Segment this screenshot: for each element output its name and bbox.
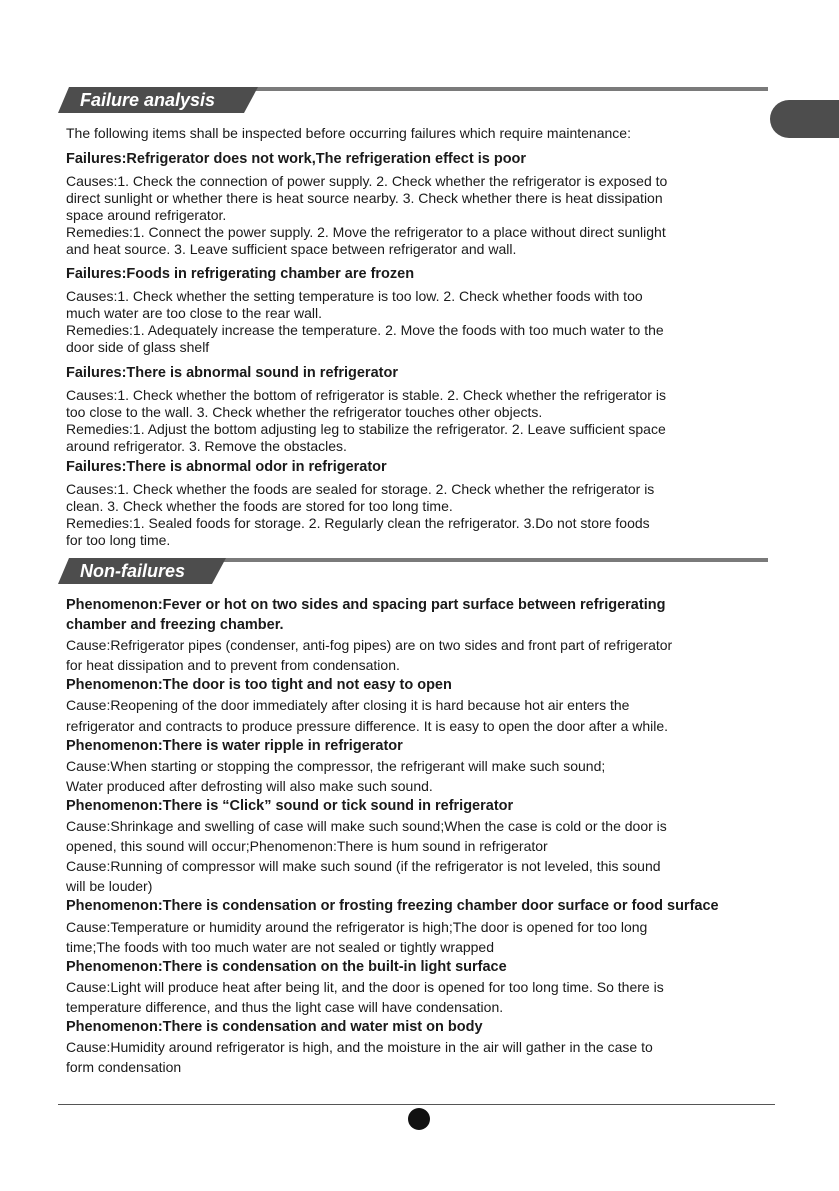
phenomenon-line: Phenomenon:There is “Click” sound or tick sound in refrigerator <box>66 797 514 814</box>
cause-line: Cause:Temperature or humidity around the refrigerator is high;The door is opened for too long <box>66 918 648 935</box>
cause-line: temperature difference, and thus the light case will have condensation. <box>66 998 504 1015</box>
phenomenon-line: Phenomenon:The door is too tight and not easy to open <box>66 677 452 694</box>
phenomenon-line: Phenomenon:There is condensation on the built-in light surface <box>66 958 507 975</box>
phenomenon-line: Phenomenon:There is condensation and water mist on body <box>66 1018 483 1035</box>
failure-item <box>66 364 756 455</box>
failure-item <box>66 265 756 356</box>
cause-line: time;The foods with too much water are not sealed or tightly wrapped <box>66 938 494 955</box>
failure-line: Remedies:1. Adequately increase the temperature. 2. Move the foods with too much water to the <box>66 322 664 338</box>
header-rule <box>218 87 768 91</box>
side-thumb-tab <box>770 100 839 138</box>
failure-line: Remedies:1. Adjust the bottom adjusting leg to stabilize the refrigerator. 2. Leave sufficient space <box>66 421 666 437</box>
phenomenon-line: Phenomenon:Fever or hot on two sides and spacing part surface between refrigerating <box>66 597 666 613</box>
cause-line: Cause:Light will produce heat after being lit, and the door is opened for too long time. So there is <box>66 978 664 995</box>
failure-title: Failures:Refrigerator does not work,The refrigeration effect is poor <box>66 151 527 167</box>
page-number-dot <box>408 1108 430 1130</box>
failure-title: Failures:There is abnormal odor in refrigerator <box>66 459 387 475</box>
cause-line: opened, this sound will occur;Phenomenon:There is hum sound in refrigerator <box>66 838 548 855</box>
failure-line: door side of glass shelf <box>66 339 210 355</box>
non-failures-title: Non-failures <box>80 561 186 581</box>
failure-line: Causes:1. Check whether the bottom of refrigerator is stable. 2. Check whether the refrigerator is <box>66 387 666 403</box>
failure-line: space around refrigerator. <box>66 207 227 223</box>
failure-line: too close to the wall. 3. Check whether the refrigerator touches other objects. <box>66 404 543 420</box>
failure-line: Causes:1. Check whether the foods are sealed for storage. 2. Check whether the refrigerator is <box>66 481 655 497</box>
failure-line: direct sunlight or whether there is heat source nearby. 3. Check whether there is heat dissipation <box>66 190 663 206</box>
failure-title: Failures:There is abnormal sound in refrigerator <box>66 365 398 381</box>
cause-line: Cause:Humidity around refrigerator is high, and the moisture in the air will gather in the case to <box>66 1039 653 1056</box>
cause-line: Cause:Shrinkage and swelling of case will make such sound;When the case is cold or the door is <box>66 818 667 835</box>
failure-line: around refrigerator. 3. Remove the obstacles. <box>66 438 347 454</box>
cause-line: form condensation <box>66 1059 182 1076</box>
failure-line: and heat source. 3. Leave sufficient space between refrigerator and wall. <box>66 241 517 257</box>
cause-line: Cause:Refrigerator pipes (condenser, anti-fog pipes) are on two sides and front part of refrigerator <box>66 637 673 654</box>
failure-analysis-header <box>58 87 768 113</box>
cause-line: Cause:Reopening of the door immediately after closing it is hard because hot air enters the <box>66 697 630 714</box>
cause-line: will be louder) <box>66 878 153 895</box>
failure-line: Remedies:1. Connect the power supply. 2. Move the refrigerator to a place without direct sunlight <box>66 224 666 240</box>
intro-text-block <box>66 125 756 142</box>
footer-rule <box>58 1104 775 1105</box>
cause-line: Cause:Running of compressor will make such sound (if the refrigerator is not leveled, this sound <box>66 858 661 875</box>
header-rule <box>208 558 768 562</box>
cause-line: Water produced after defrosting will also make such sound. <box>66 777 433 794</box>
non-failures-list <box>66 595 766 1077</box>
failure-analysis-title: Failure analysis <box>80 90 216 110</box>
phenomenon-line: chamber and freezing chamber. <box>66 617 284 634</box>
failure-line: for too long time. <box>66 532 171 548</box>
failure-line: clean. 3. Check whether the foods are stored for too long time. <box>66 498 453 514</box>
non-failures-header <box>58 558 768 584</box>
failure-item <box>66 150 756 258</box>
failure-item <box>66 458 756 549</box>
cause-line: for heat dissipation and to prevent from condensation. <box>66 657 400 674</box>
intro-text: The following items shall be inspected before occurring failures which require maintenance: <box>66 125 631 141</box>
failure-line: much water are too close to the rear wall. <box>66 305 323 321</box>
cause-line: Cause:When starting or stopping the compressor, the refrigerant will make such sound; <box>66 757 606 774</box>
failure-line: Causes:1. Check the connection of power supply. 2. Check whether the refrigerator is exposed to <box>66 173 668 189</box>
failure-line: Remedies:1. Sealed foods for storage. 2. Regularly clean the refrigerator. 3.Do not store foods <box>66 515 650 531</box>
phenomenon-line: Phenomenon:There is water ripple in refrigerator <box>66 737 403 754</box>
failure-title: Failures:Foods in refrigerating chamber are frozen <box>66 266 415 282</box>
phenomenon-line: Phenomenon:There is condensation or frosting freezing chamber door surface or food surface <box>66 898 719 915</box>
failure-line: Causes:1. Check whether the setting temperature is too low. 2. Check whether foods with too <box>66 288 643 304</box>
cause-line: refrigerator and contracts to produce pressure difference. It is easy to open the door after a while. <box>66 717 669 734</box>
